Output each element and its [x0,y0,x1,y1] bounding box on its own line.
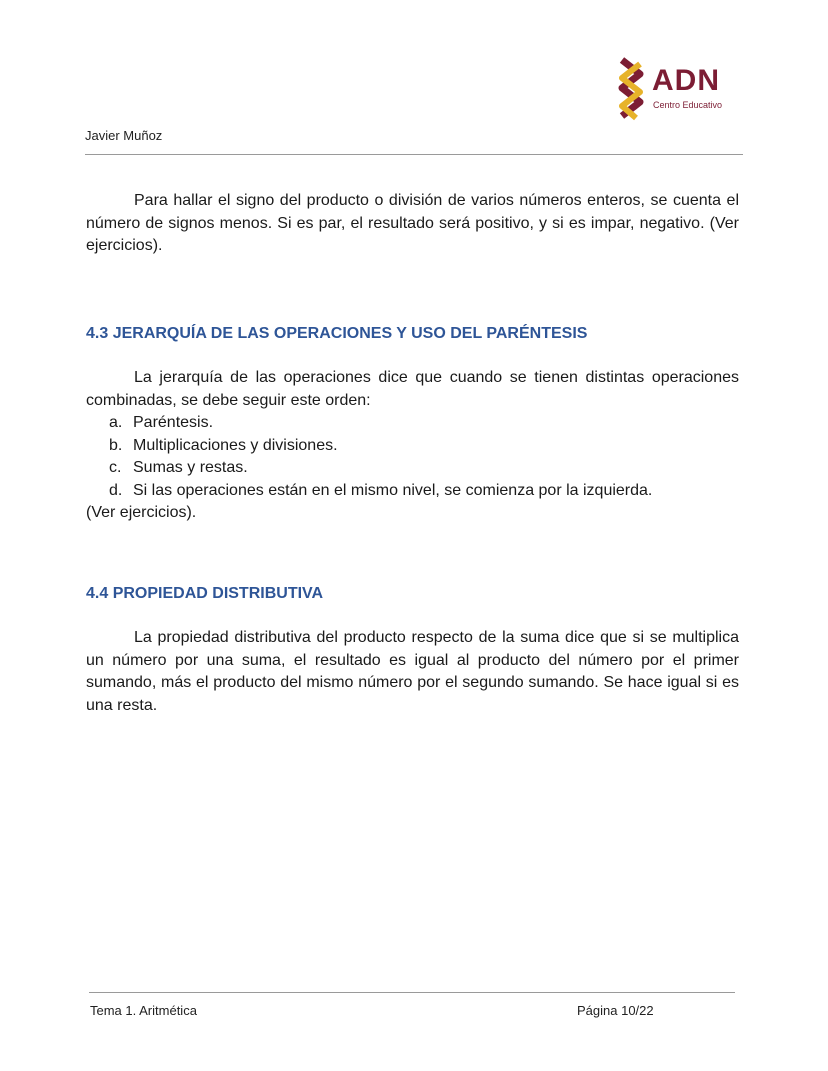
header-divider [85,154,743,155]
page-number: Página 10/22 [577,1003,654,1018]
list-item [86,435,739,458]
list-item [86,457,739,480]
list-marker: b. [109,436,123,454]
intro-paragraph: Para hallar el signo del producto o división de varios números enteros, se cuenta el número de signos menos. Si es par, el resultado será positivo, y si es impar, negativo. (Ver ejercicios). [86,192,739,254]
list-marker: a. [109,414,123,431]
list-item-text: Si las operaciones están en el mismo nivel, se comienza por la izquierda. [133,481,653,499]
list-item-text: Multiplicaciones y divisiones. [133,436,338,454]
header-author: Javier Muñoz [85,128,163,143]
list-marker: d. [109,481,123,499]
section-heading-4-3: 4.3 JERARQUÍA DE LAS OPERACIONES Y USO DEL PARÉNTESIS [86,324,588,342]
list-item-text: Paréntesis. [133,414,214,431]
page-content [86,190,739,717]
section-heading-4-4: 4.4 PROPIEDAD DISTRIBUTIVA [86,584,324,602]
hierarchy-list [86,412,739,502]
logo-subtitle: Centro Educativo [653,100,723,110]
list-item [86,412,739,435]
list-item-text: Sumas y restas. [133,459,248,476]
footer-divider [89,992,735,993]
list-item [86,480,739,503]
logo-wordmark: ADN [652,64,720,97]
section-4-4-paragraph: La propiedad distributiva del producto respecto de la suma dice que si se multiplica un número por una suma, el resultado es igual al producto del número por el primer sumando, más el producto del mismo número por el segundo sumando. Se hace igual si es una resta. [86,629,739,714]
section-4-3-paragraph: La jerarquía de las operaciones dice que cuando se tienen distintas operaciones combinadas, se debe seguir este orden: [86,369,739,409]
footer-topic: Tema 1. Aritmética [90,1003,197,1018]
list-marker: c. [109,459,122,476]
section-4-3-note: (Ver ejercicios). [86,504,197,521]
